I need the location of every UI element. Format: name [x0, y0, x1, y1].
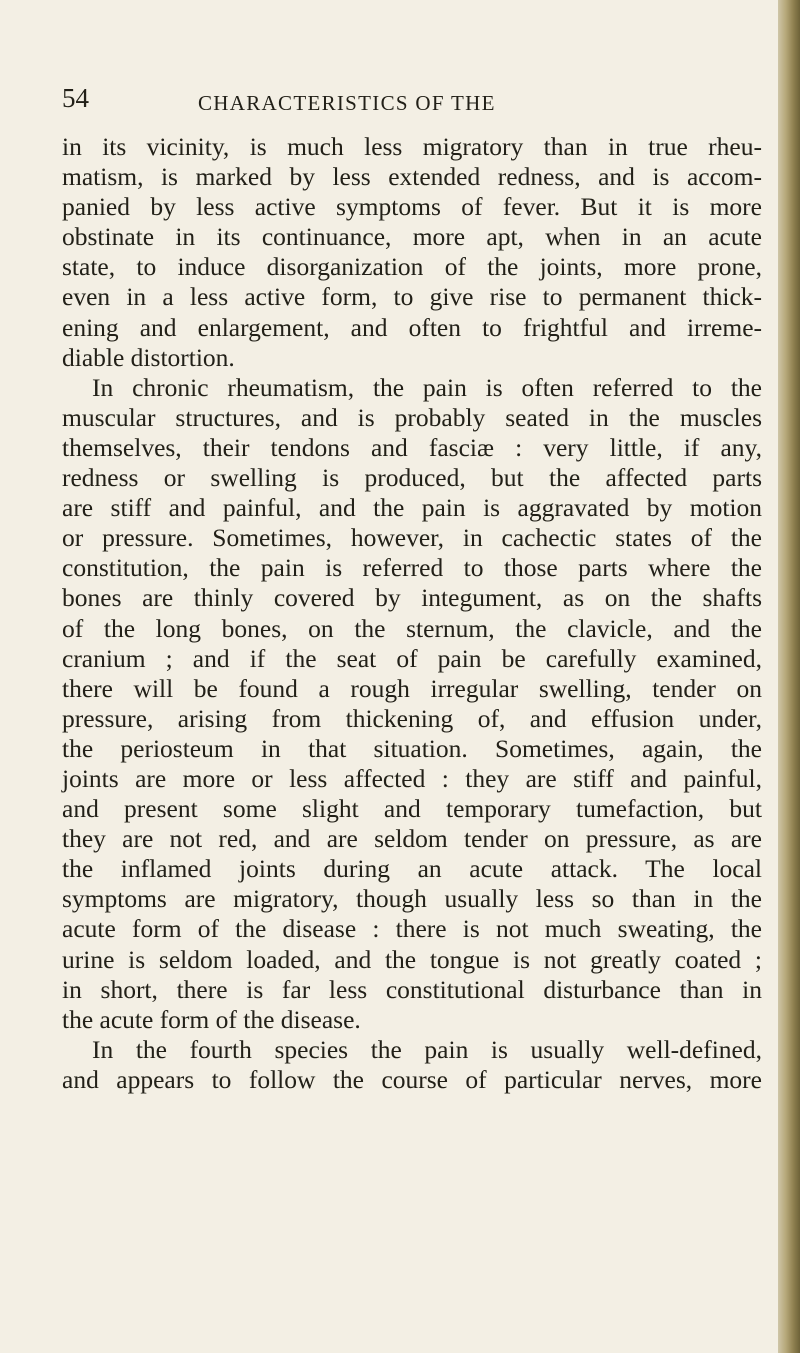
- text-line: the acute form of the disease.: [62, 1004, 361, 1034]
- text-line: cranium ; and if the seat of pain be carefully examined,: [62, 643, 762, 673]
- text-line: bones are thinly covered by integument, as on the shafts: [62, 583, 762, 613]
- text-line: the inflamed joints during an acute attack. The local: [62, 854, 762, 884]
- text-line: constitution, the pain is referred to those parts where the: [62, 553, 762, 583]
- paragraph-start-line: In the fourth species the pain is usually well-defined,: [92, 1034, 762, 1064]
- text-line: in short, there is far less constitutional disturbance than in: [62, 974, 762, 1004]
- text-line: and present some slight and temporary tumefaction, but: [62, 794, 762, 824]
- page-header: [62, 83, 762, 123]
- body-text: [62, 132, 762, 1095]
- text-line: or pressure. Sometimes, however, in cachectic states of the: [62, 523, 762, 553]
- text-line: pressure, arising from thickening of, and effusion under,: [62, 703, 762, 733]
- text-line: urine is seldom loaded, and the tongue is not greatly coated ;: [62, 944, 762, 974]
- page-edge-shadow: [778, 0, 800, 1353]
- text-line: redness or swelling is produced, but the affected parts: [62, 463, 762, 493]
- text-line: acute form of the disease : there is not much sweating, the: [62, 914, 762, 944]
- text-line: are stiff and painful, and the pain is aggravated by motion: [62, 493, 762, 523]
- text-line: even in a less active form, to give rise to permanent thick-: [62, 282, 762, 312]
- paragraph-start-line: In chronic rheumatism, the pain is often referred to the: [92, 372, 762, 402]
- text-line: matism, is marked by less extended redness, and is accom-: [62, 162, 762, 192]
- text-line: joints are more or less affected : they are stiff and painful,: [62, 763, 762, 793]
- text-line: obstinate in its continuance, more apt, when in an acute: [62, 222, 762, 252]
- text-line: there will be found a rough irregular swelling, tender on: [62, 673, 762, 703]
- text-line: diable distortion.: [62, 342, 235, 372]
- text-line: muscular structures, and is probably seated in the muscles: [62, 402, 762, 432]
- text-line: and appears to follow the course of particular nerves, more: [62, 1064, 762, 1094]
- text-line: ening and enlargement, and often to frightful and irreme-: [62, 312, 762, 342]
- running-head: CHARACTERISTICS OF THE: [198, 91, 496, 115]
- text-line: in its vicinity, is much less migratory than in true rheu-: [62, 132, 762, 161]
- page-number: 54: [62, 83, 89, 113]
- text-line: they are not red, and are seldom tender on pressure, as are: [62, 824, 762, 854]
- text-line: state, to induce disorganization of the joints, more prone,: [62, 252, 762, 282]
- text-line: of the long bones, on the sternum, the clavicle, and the: [62, 613, 762, 643]
- text-line: the periosteum in that situation. Sometimes, again, the: [62, 733, 762, 763]
- text-line: symptoms are migratory, though usually less so than in the: [62, 884, 762, 914]
- text-line: themselves, their tendons and fasciæ : very little, if any,: [62, 432, 762, 462]
- text-line: panied by less active symptoms of fever. But it is more: [62, 192, 762, 222]
